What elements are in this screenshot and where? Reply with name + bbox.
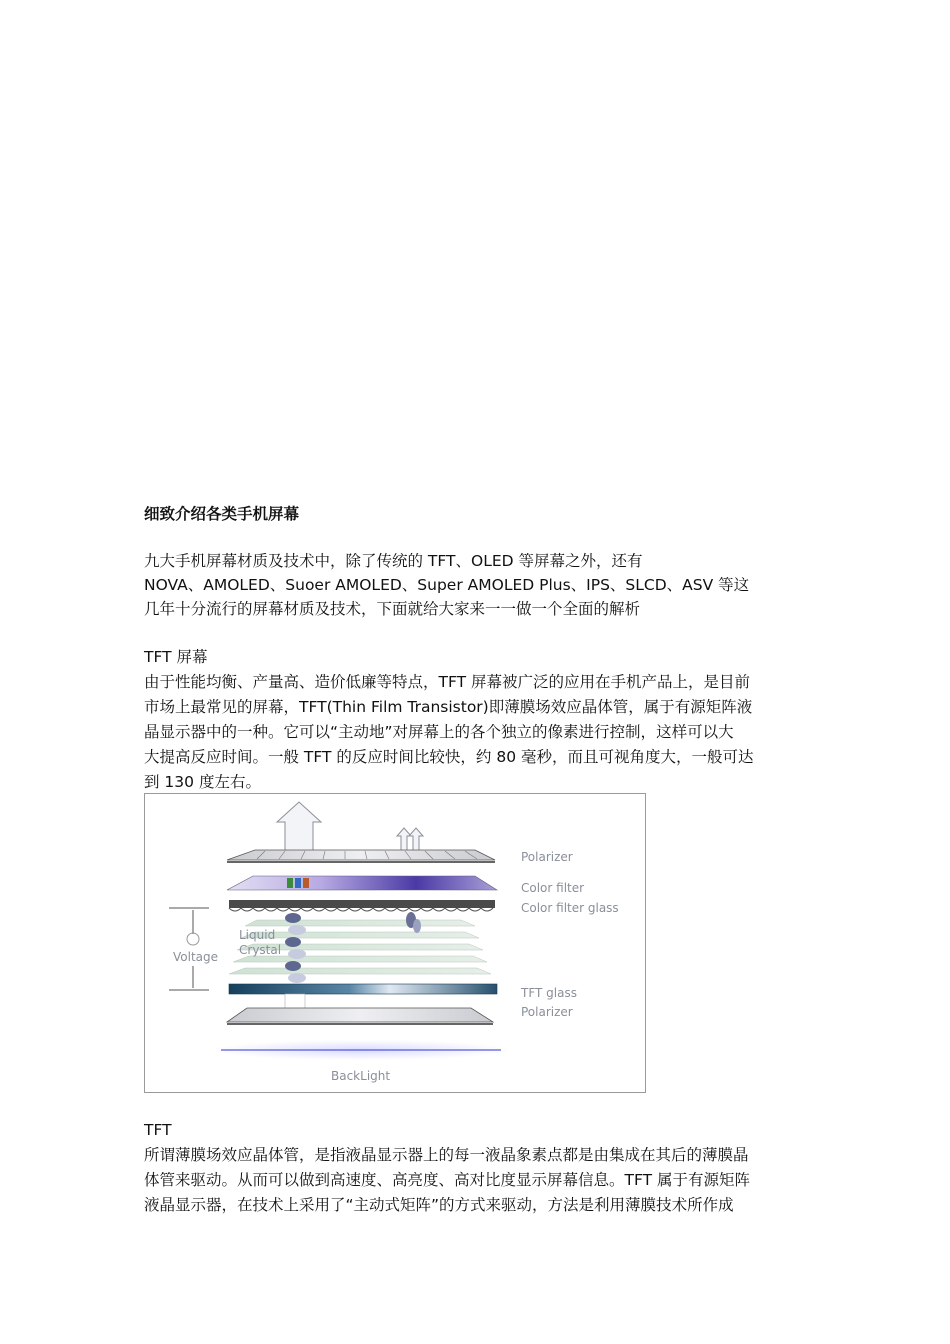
label-backlight: BackLight	[331, 1069, 391, 1083]
intro-line: NOVA、AMOLED、Suoer AMOLED、Super AMOLED Plus、IPS、SLCD、ASV 等这	[144, 576, 750, 594]
paragraph-line: 体管来驱动。从而可以做到高速度、高亮度、高对比度显示屏幕信息。TFT 属于有源矩阵	[144, 1171, 751, 1189]
label-tft-glass: TFT glass	[521, 986, 577, 1000]
tft-structure-figure	[144, 793, 646, 1093]
label-color-filter: Color filter	[521, 881, 585, 895]
tft-layer-diagram	[145, 794, 645, 1092]
paragraph-line: 到 130 度左右。	[144, 773, 261, 791]
intro-line: 九大手机屏幕材质及技术中，除了传统的 TFT、OLED 等屏幕之外，还有	[144, 552, 643, 570]
paragraph-line: 所谓薄膜场效应晶体管，是指液晶显示器上的每一液晶象素点都是由集成在其后的薄膜晶	[144, 1146, 749, 1164]
polarizer-bottom-layer	[227, 1008, 493, 1022]
label-voltage: Voltage	[173, 950, 219, 964]
intro-line: 几年十分流行的屏幕材质及技术，下面就给大家来一一做一个全面的解析	[144, 600, 641, 618]
light-up-arrow-icon	[277, 802, 321, 854]
voltage-bracket	[169, 908, 209, 990]
label-crystal: Crystal	[239, 943, 282, 957]
document-title: 细致介绍各类手机屏幕	[144, 505, 300, 523]
paragraph-line: 由于性能均衡、产量高、造价低廉等特点，TFT 屏幕被广泛的应用在手机产品上，是目前	[144, 673, 751, 691]
label-liquid: Liquid	[239, 928, 276, 942]
paragraph-line: 大提高反应时间。一般 TFT 的反应时间比较快，约 80 毫秒，而且可视角度大，一般可达	[144, 748, 754, 766]
section-heading-tft: TFT	[144, 1121, 172, 1139]
small-up-arrow-icon	[397, 828, 411, 852]
label-polarizer-bottom: Polarizer	[521, 1005, 573, 1019]
paragraph-line: 液晶显示器，在技术上采用了“主动式矩阵”的方式来驱动，方法是利用薄膜技术所作成	[144, 1196, 734, 1214]
small-up-arrow-icon	[409, 828, 423, 852]
paragraph-line: 晶显示器中的一种。它可以“主动地”对屏幕上的各个独立的像素进行控制，这样可以大	[144, 723, 734, 741]
tft-glass-layer	[229, 984, 497, 994]
paragraph-line: 市场上最常见的屏幕，TFT(Thin Film Transistor)即薄膜场效应晶体管，属于有源矩阵液	[144, 698, 753, 716]
label-color-filter-glass: Color filter glass	[521, 901, 619, 915]
color-filter-glass-layer	[229, 900, 495, 908]
color-filter-layer	[227, 876, 497, 890]
section-heading-tft-screen: TFT 屏幕	[144, 648, 208, 666]
label-polarizer-top: Polarizer	[521, 850, 573, 864]
